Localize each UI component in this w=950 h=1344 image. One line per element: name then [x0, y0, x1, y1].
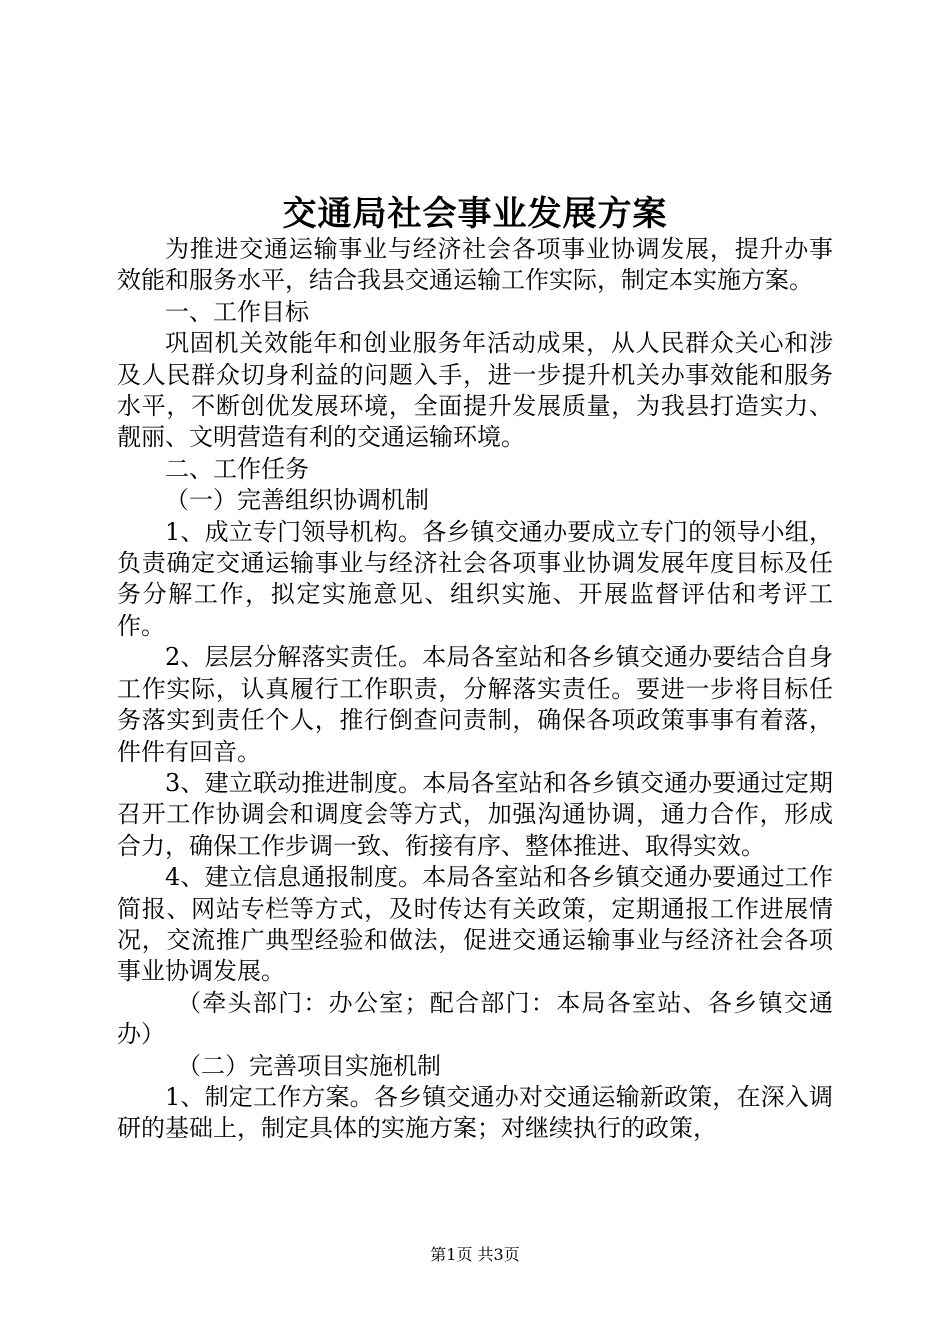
implementation-item-1: 1、制定工作方案。各乡镇交通办对交通运输新政策，在深入调研的基础上，制定具体的实施方案；对继续执行的政策，	[117, 1082, 833, 1143]
subsection-heading-implementation: （二）完善项目实施机制	[177, 1051, 441, 1080]
goals-paragraph: 巩固机关效能年和创业服务年活动成果，从人民群众关心和涉及人民群众切身利益的问题入手，进一步提升机关办事效能和服务水平，不断创优发展环境，全面提升发展质量，为我县打造实力、靓丽、文明营造有利的交通运输环境。	[117, 329, 833, 452]
task-item-3: 3、建立联动推进制度。本局各室站和各乡镇交通办要通过定期召开工作协调会和调度会等方式，加强沟通协调，通力合作，形成合力，确保工作步调一致、衔接有序、整体推进、取得实效。	[117, 768, 833, 860]
document-body	[117, 234, 833, 1145]
task-item-4: 4、建立信息通报制度。本局各室站和各乡镇交通办要通过工作简报、网站专栏等方式，及时传达有关政策，定期通报工作进展情况，交流推广典型经验和做法，促进交通运输事业与经济社会各项事业协调发展。	[117, 863, 833, 986]
page-footer: 第1页 共3页	[430, 1245, 520, 1264]
task-item-2: 2、层层分解落实责任。本局各室站和各乡镇交通办要结合自身工作实际，认真履行工作职责，分解落实责任。要进一步将目标任务落实到责任个人，推行倒查问责制，确保各项政策事事有着落，件件有回音。	[117, 643, 833, 766]
task-item-1: 1、成立专门领导机构。各乡镇交通办要成立专门的领导小组，负责确定交通运输事业与经济社会各项事业协调发展年度目标及任务分解工作，拟定实施意见、组织实施、开展监督评估和考评工作。	[117, 517, 833, 640]
subsection-heading-coordination: （一）完善组织协调机制	[165, 486, 429, 515]
section-heading-tasks: 二、工作任务	[165, 454, 309, 483]
responsible-departments-note: （牵头部门：办公室；配合部门：本局各室站、各乡镇交通办）	[117, 988, 833, 1049]
document-title: 交通局社会事业发展方案	[282, 194, 668, 234]
section-heading-goals: 一、工作目标	[165, 297, 309, 326]
intro-paragraph: 为推进交通运输事业与经济社会各项事业协调发展，提升办事效能和服务水平，结合我县交通运输工作实际，制定本实施方案。	[117, 235, 833, 295]
